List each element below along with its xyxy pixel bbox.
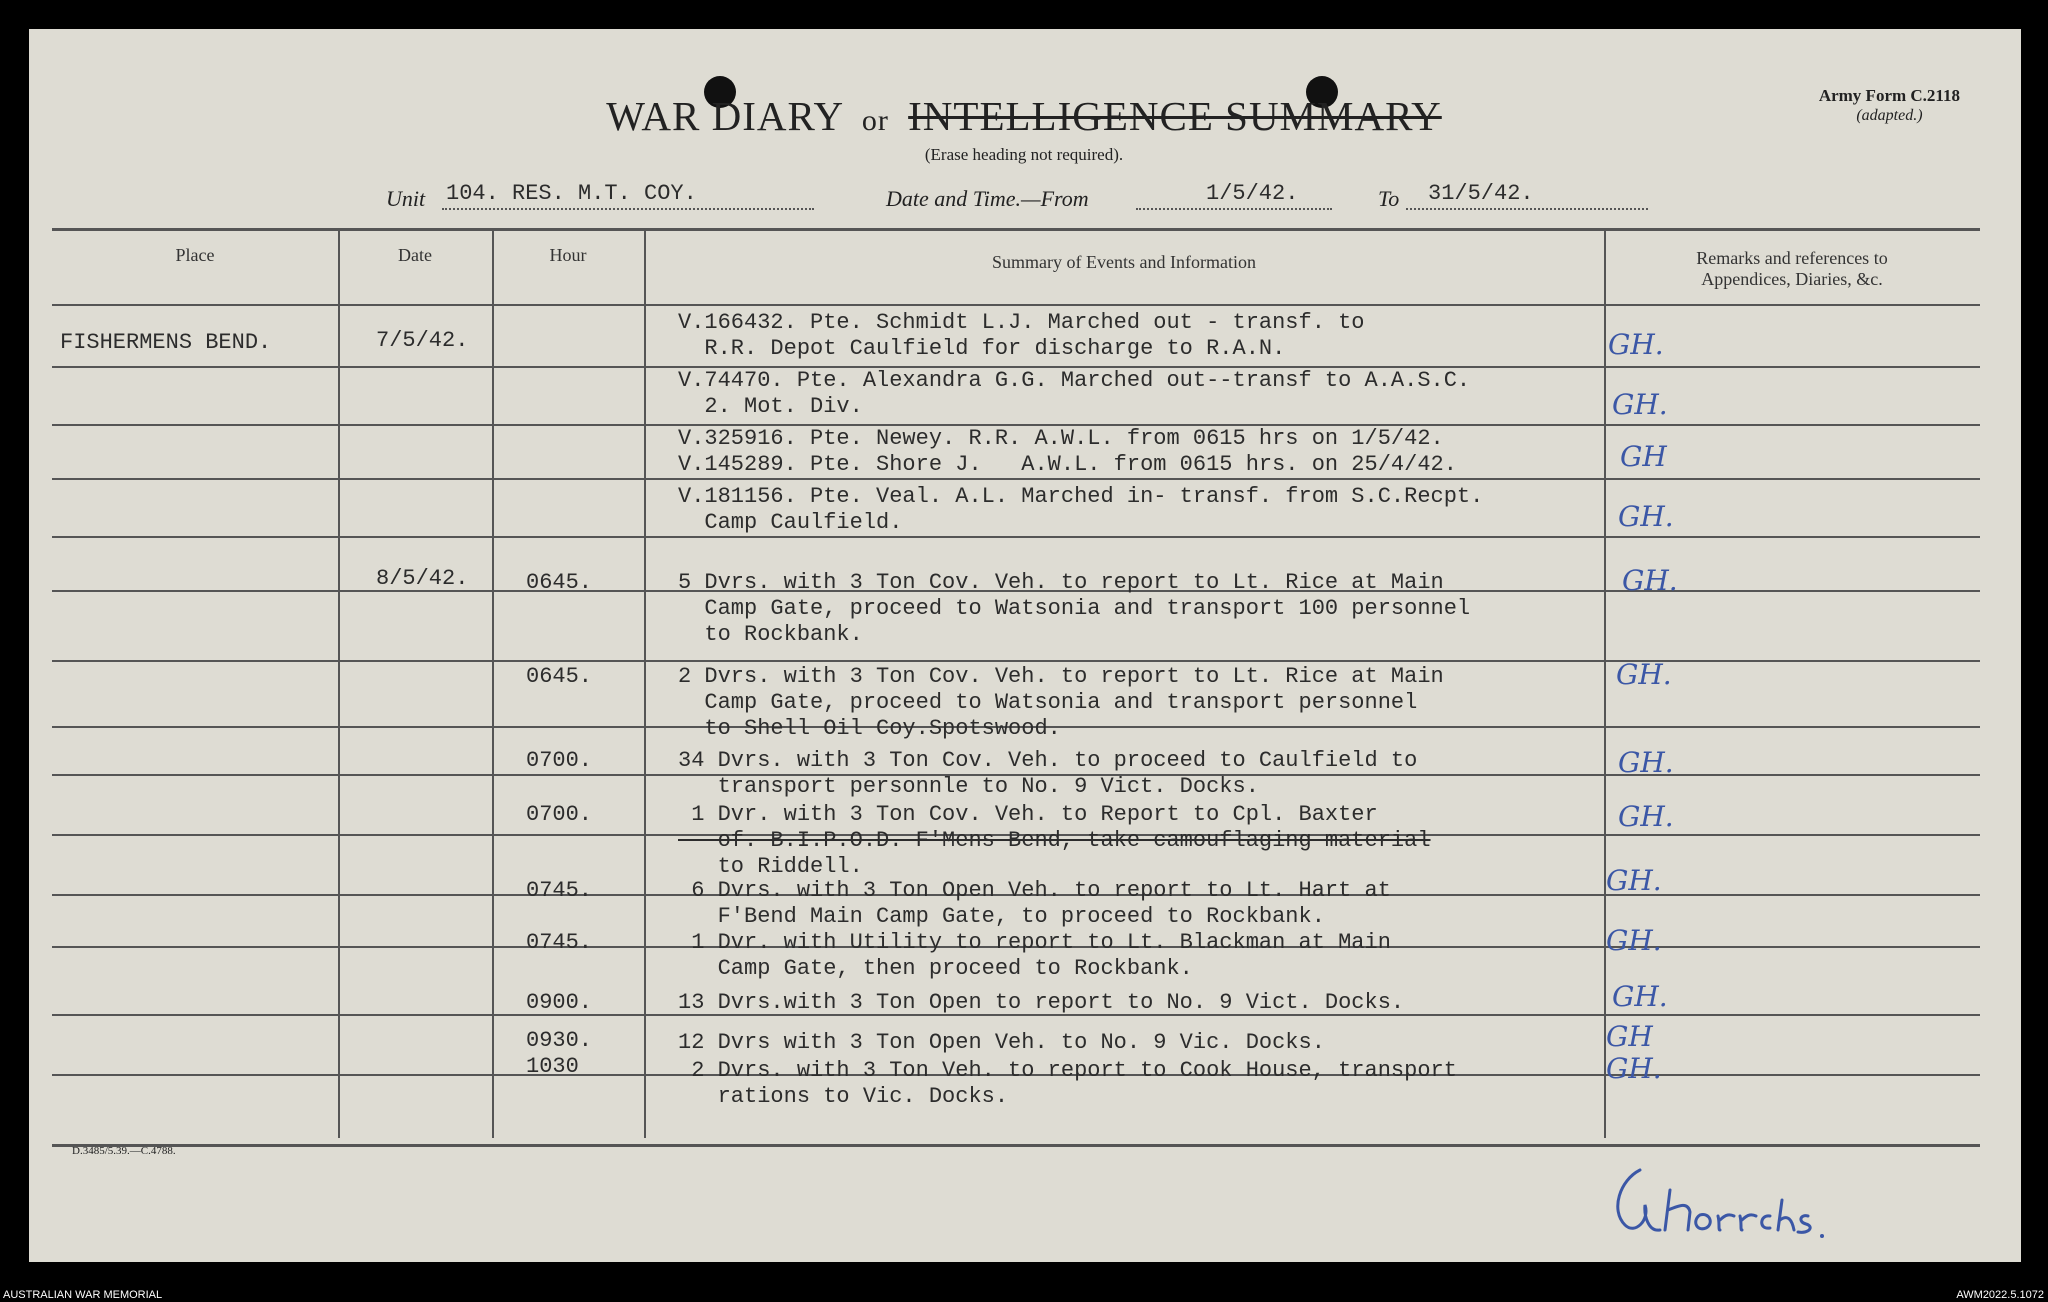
column-header-remarks bbox=[1604, 248, 1980, 290]
summary-line: 2 Dvrs. with 3 Ton Cov. Veh. to report to Lt. Rice at Main bbox=[678, 664, 1444, 689]
initials-cell: GH. bbox=[1606, 924, 1662, 957]
table-top-rule bbox=[52, 228, 1980, 231]
footer-reference: AWM2022.5.1072 bbox=[1956, 1289, 2044, 1301]
initials-cell: GH bbox=[1606, 1020, 1653, 1053]
table-bottom-rule bbox=[52, 1144, 1980, 1147]
army-form-number: Army Form C.2118 bbox=[1818, 86, 1960, 105]
summary-line: rations to Vic. Docks. bbox=[678, 1084, 1009, 1109]
page-title bbox=[0, 92, 2048, 140]
summary-line: V.145289. Pte. Shore J. A.W.L. from 0615 hrs. on 25/4/42. bbox=[678, 452, 1457, 477]
summary-line: 1 Dvr. with 3 Ton Cov. Veh. to Report to Cpl. Baxter bbox=[678, 802, 1378, 827]
summary-line: 12 Dvrs with 3 Ton Open Veh. to No. 9 Vic. Docks. bbox=[678, 1030, 1325, 1055]
summary-line: 6 Dvrs. with 3 Ton Open Veh. to report to Lt. Hart at bbox=[678, 878, 1391, 903]
hour-cell: 0700. bbox=[526, 802, 593, 827]
hour-cell: 1030 bbox=[526, 1054, 579, 1079]
signature bbox=[1600, 1150, 1850, 1250]
column-header-date: Date bbox=[398, 245, 432, 265]
date-from-label: Date and Time.—From bbox=[886, 186, 1089, 211]
place-cell: FISHERMENS BEND. bbox=[60, 330, 272, 355]
remarks-header-line2: Appendices, Diaries, &c. bbox=[1701, 269, 1883, 289]
summary-line: 34 Dvrs. with 3 Ton Cov. Veh. to proceed to Caulfield to bbox=[678, 748, 1418, 773]
hour-cell: 0900. bbox=[526, 990, 593, 1015]
army-form-adapted: (adapted.) bbox=[1856, 107, 1923, 124]
summary-line: to Rockbank. bbox=[678, 622, 863, 647]
title-struck: INTELLIGENCE SUMMARY bbox=[908, 93, 1442, 139]
unit-value: 104. RES. M.T. COY. bbox=[446, 181, 697, 206]
summary-line: Camp Gate, proceed to Watsonia and transport 100 personnel bbox=[678, 596, 1471, 621]
column-divider bbox=[1604, 228, 1606, 1138]
summary-line: 5 Dvrs. with 3 Ton Cov. Veh. to report to Lt. Rice at Main bbox=[678, 570, 1444, 595]
column-divider bbox=[338, 228, 340, 1138]
column-header-place: Place bbox=[175, 245, 215, 265]
unit-label: Unit bbox=[386, 186, 426, 211]
summary-line: R.R. Depot Caulfield for discharge to R.A.N. bbox=[678, 336, 1286, 361]
summary-line: 2. Mot. Div. bbox=[678, 394, 863, 419]
remarks-header-line1: Remarks and references to bbox=[1696, 248, 1888, 268]
summary-line: Camp Gate, then proceed to Rockbank. bbox=[678, 956, 1193, 981]
summary-line: F'Bend Main Camp Gate, to proceed to Rockbank. bbox=[678, 904, 1325, 929]
column-divider bbox=[492, 228, 494, 1138]
summary-line: 1 Dvr. with Utility to report to Lt. Blackman at Main bbox=[678, 930, 1391, 955]
summary-line: transport personnle to No. 9 Vict. Docks. bbox=[678, 774, 1259, 799]
title-or: or bbox=[861, 104, 889, 137]
header-rule bbox=[52, 304, 1980, 306]
date-cell: 8/5/42. bbox=[376, 566, 469, 591]
hour-cell: 0745. bbox=[526, 878, 593, 903]
summary-line: 2 Dvrs. with 3 Ton Veh. to report to Cook House, transport bbox=[678, 1058, 1457, 1083]
summary-line: V.166432. Pte. Schmidt L.J. Marched out - transf. to bbox=[678, 310, 1365, 335]
subtitle: (Erase heading not required). bbox=[924, 145, 1124, 164]
army-form-label bbox=[1819, 86, 1960, 126]
summary-line: Camp Caulfield. bbox=[678, 510, 903, 535]
hour-cell: 0645. bbox=[526, 664, 593, 689]
summary-line: V.181156. Pte. Veal. A.L. Marched in- transf. from S.C.Recpt. bbox=[678, 484, 1484, 509]
initials-cell: GH. bbox=[1618, 800, 1674, 833]
row-rule bbox=[52, 536, 1980, 538]
summary-line: of. B.I.P.O.D. F'Mens Bend, take camouflaging material bbox=[678, 828, 1431, 853]
summary-line: 13 Dvrs.with 3 Ton Open to report to No. 9 Vict. Docks. bbox=[678, 990, 1405, 1015]
diary-table bbox=[52, 228, 1980, 1140]
hour-cell: 0645. bbox=[526, 570, 593, 595]
hour-cell: 0930. bbox=[526, 1028, 593, 1053]
date-to-dotted-line bbox=[1406, 208, 1648, 210]
summary-line: V.74470. Pte. Alexandra G.G. Marched out--transf to A.A.S.C. bbox=[678, 368, 1471, 393]
column-header-summary: Summary of Events and Information bbox=[992, 252, 1256, 272]
initials-cell: GH. bbox=[1618, 746, 1674, 779]
initials-cell: GH. bbox=[1622, 564, 1678, 597]
column-divider bbox=[644, 228, 646, 1138]
row-rule bbox=[52, 478, 1980, 480]
date-from-value: 1/5/42. bbox=[1206, 181, 1299, 206]
initials-cell: GH. bbox=[1612, 388, 1668, 421]
hour-cell: 0700. bbox=[526, 748, 593, 773]
date-to-value: 31/5/42. bbox=[1428, 181, 1534, 206]
initials-cell: GH. bbox=[1612, 980, 1668, 1013]
summary-line: V.325916. Pte. Newey. R.R. A.W.L. from 0615 hrs on 1/5/42. bbox=[678, 426, 1444, 451]
summary-line: to Riddell. bbox=[678, 854, 863, 879]
footer-archive-name: AUSTRALIAN WAR MEMORIAL bbox=[3, 1289, 163, 1301]
initials-cell: GH. bbox=[1618, 500, 1674, 533]
form-code: D.3485/5.39.—C.4788. bbox=[72, 1145, 176, 1157]
column-header-hour: Hour bbox=[549, 245, 587, 265]
date-from-dotted-line bbox=[1136, 208, 1332, 210]
date-cell: 7/5/42. bbox=[376, 328, 469, 353]
initials-cell: GH. bbox=[1616, 658, 1672, 691]
summary-line: to Shell Oil Coy.Spotswood. bbox=[678, 716, 1061, 741]
title-war-diary: WAR DIARY bbox=[606, 93, 843, 139]
row-rule bbox=[52, 660, 1980, 662]
initials-cell: GH bbox=[1620, 440, 1667, 473]
initials-cell: GH. bbox=[1606, 864, 1662, 897]
initials-cell: GH. bbox=[1606, 1052, 1662, 1085]
initials-cell: GH. bbox=[1608, 328, 1664, 361]
unit-dotted-line bbox=[442, 208, 814, 210]
summary-line: Camp Gate, proceed to Watsonia and transport personnel bbox=[678, 690, 1418, 715]
hour-cell: 0745. bbox=[526, 930, 593, 955]
date-to-label: To bbox=[1378, 186, 1400, 211]
